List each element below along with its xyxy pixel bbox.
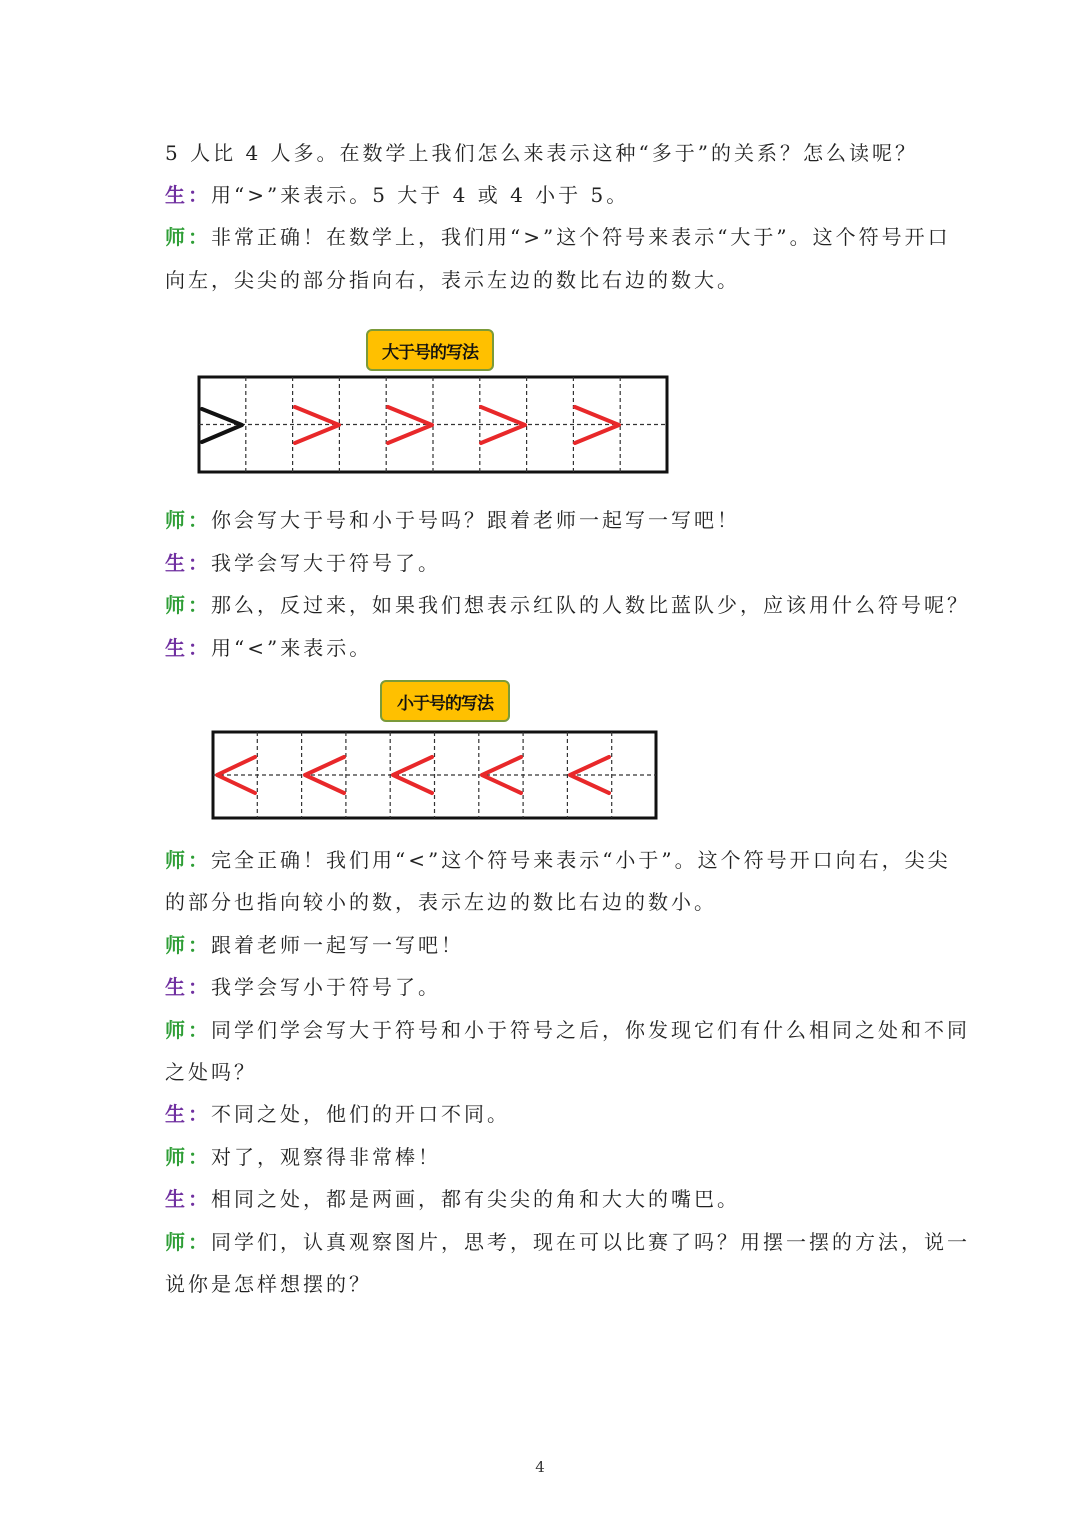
speaker-label: 生： [165,551,211,575]
less-than-red [305,757,344,793]
text-line [165,1016,970,1044]
text-line [165,181,629,209]
speaker-label: 生： [165,975,211,999]
speaker-label: 师： [165,1145,211,1169]
line-text: 的部分也指向较小的数，表示左边的数比右边的数小。 [165,890,717,914]
greater-than-writing-grid [196,374,671,476]
line-text: 不同之处，他们的开口不同。 [211,1102,510,1126]
text-line [165,506,740,534]
line-text: 用“<”来表示。 [211,636,373,660]
line-text: 你会写大于号和小于号吗？跟着老师一起写一写吧！ [211,508,740,532]
text-line [165,139,918,167]
speaker-label: 师： [165,593,211,617]
less-than-title: 小于号的写法 [380,680,510,722]
line-text: 向左，尖尖的部分指向右，表示左边的数比右边的数大。 [165,268,740,292]
line-text: 相同之处，都是两画，都有尖尖的角和大大的嘴巴。 [211,1187,740,1211]
text-line [165,1143,441,1171]
less-than-red [570,757,609,793]
text-line [165,549,441,577]
text-line [165,1228,970,1256]
speaker-label: 师： [165,848,211,872]
line-text: 跟着老师一起写一写吧！ [211,933,464,957]
greater-than-title: 大于号的写法 [366,329,494,371]
line-text: 同学们学会写大于符号和小于符号之后，你发现它们有什么相同之处和不同 [211,1018,970,1042]
line-text: 对了，观察得非常棒！ [211,1145,441,1169]
text-line [165,931,464,959]
text-line [165,1185,740,1213]
speaker-label: 师： [165,933,211,957]
speaker-label: 师： [165,1230,211,1254]
text-line [165,1100,510,1128]
less-than-writing-grid [210,729,659,821]
speaker-label: 师： [165,1018,211,1042]
line-text: 之处吗？ [165,1060,257,1084]
line-text: 我学会写大于符号了。 [211,551,441,575]
page-number: 4 [535,1458,545,1476]
speaker-label: 生： [165,1187,211,1211]
text-line [165,846,951,874]
text-line [165,1058,257,1086]
line-text: 用“>”来表示。5 大于 4 或 4 小于 5。 [211,183,630,207]
line-text: 完全正确！我们用“<”这个符号来表示“小于”。这个符号开口向右，尖尖 [211,848,951,872]
text-line [165,591,970,619]
greater-than-sample-black [202,409,242,442]
line-text: 说你是怎样想摆的？ [165,1272,372,1296]
text-line [165,266,740,294]
speaker-label: 生： [165,636,211,660]
grid-dividers [213,732,656,818]
line-text: 那么，反过来，如果我们想表示红队的人数比蓝队少，应该用什么符号呢？ [211,593,970,617]
line-text: 我学会写小于符号了。 [211,975,441,999]
line-text: 非常正确！在数学上，我们用“>”这个符号来表示“大于”。这个符号开口 [211,225,951,249]
text-line [165,223,951,251]
line-text: 5 人比 4 人多。在数学上我们怎么来表示这种“多于”的关系？怎么读呢？ [165,141,918,165]
line-text: 同学们，认真观察图片，思考，现在可以比赛了吗？用摆一摆的方法，说一 [211,1230,970,1254]
speaker-label: 生： [165,183,211,207]
text-line [165,634,372,662]
text-line [165,973,441,1001]
speaker-label: 生： [165,1102,211,1126]
text-line [165,888,717,916]
text-line [165,1270,372,1298]
speaker-label: 师： [165,225,211,249]
speaker-label: 师： [165,508,211,532]
